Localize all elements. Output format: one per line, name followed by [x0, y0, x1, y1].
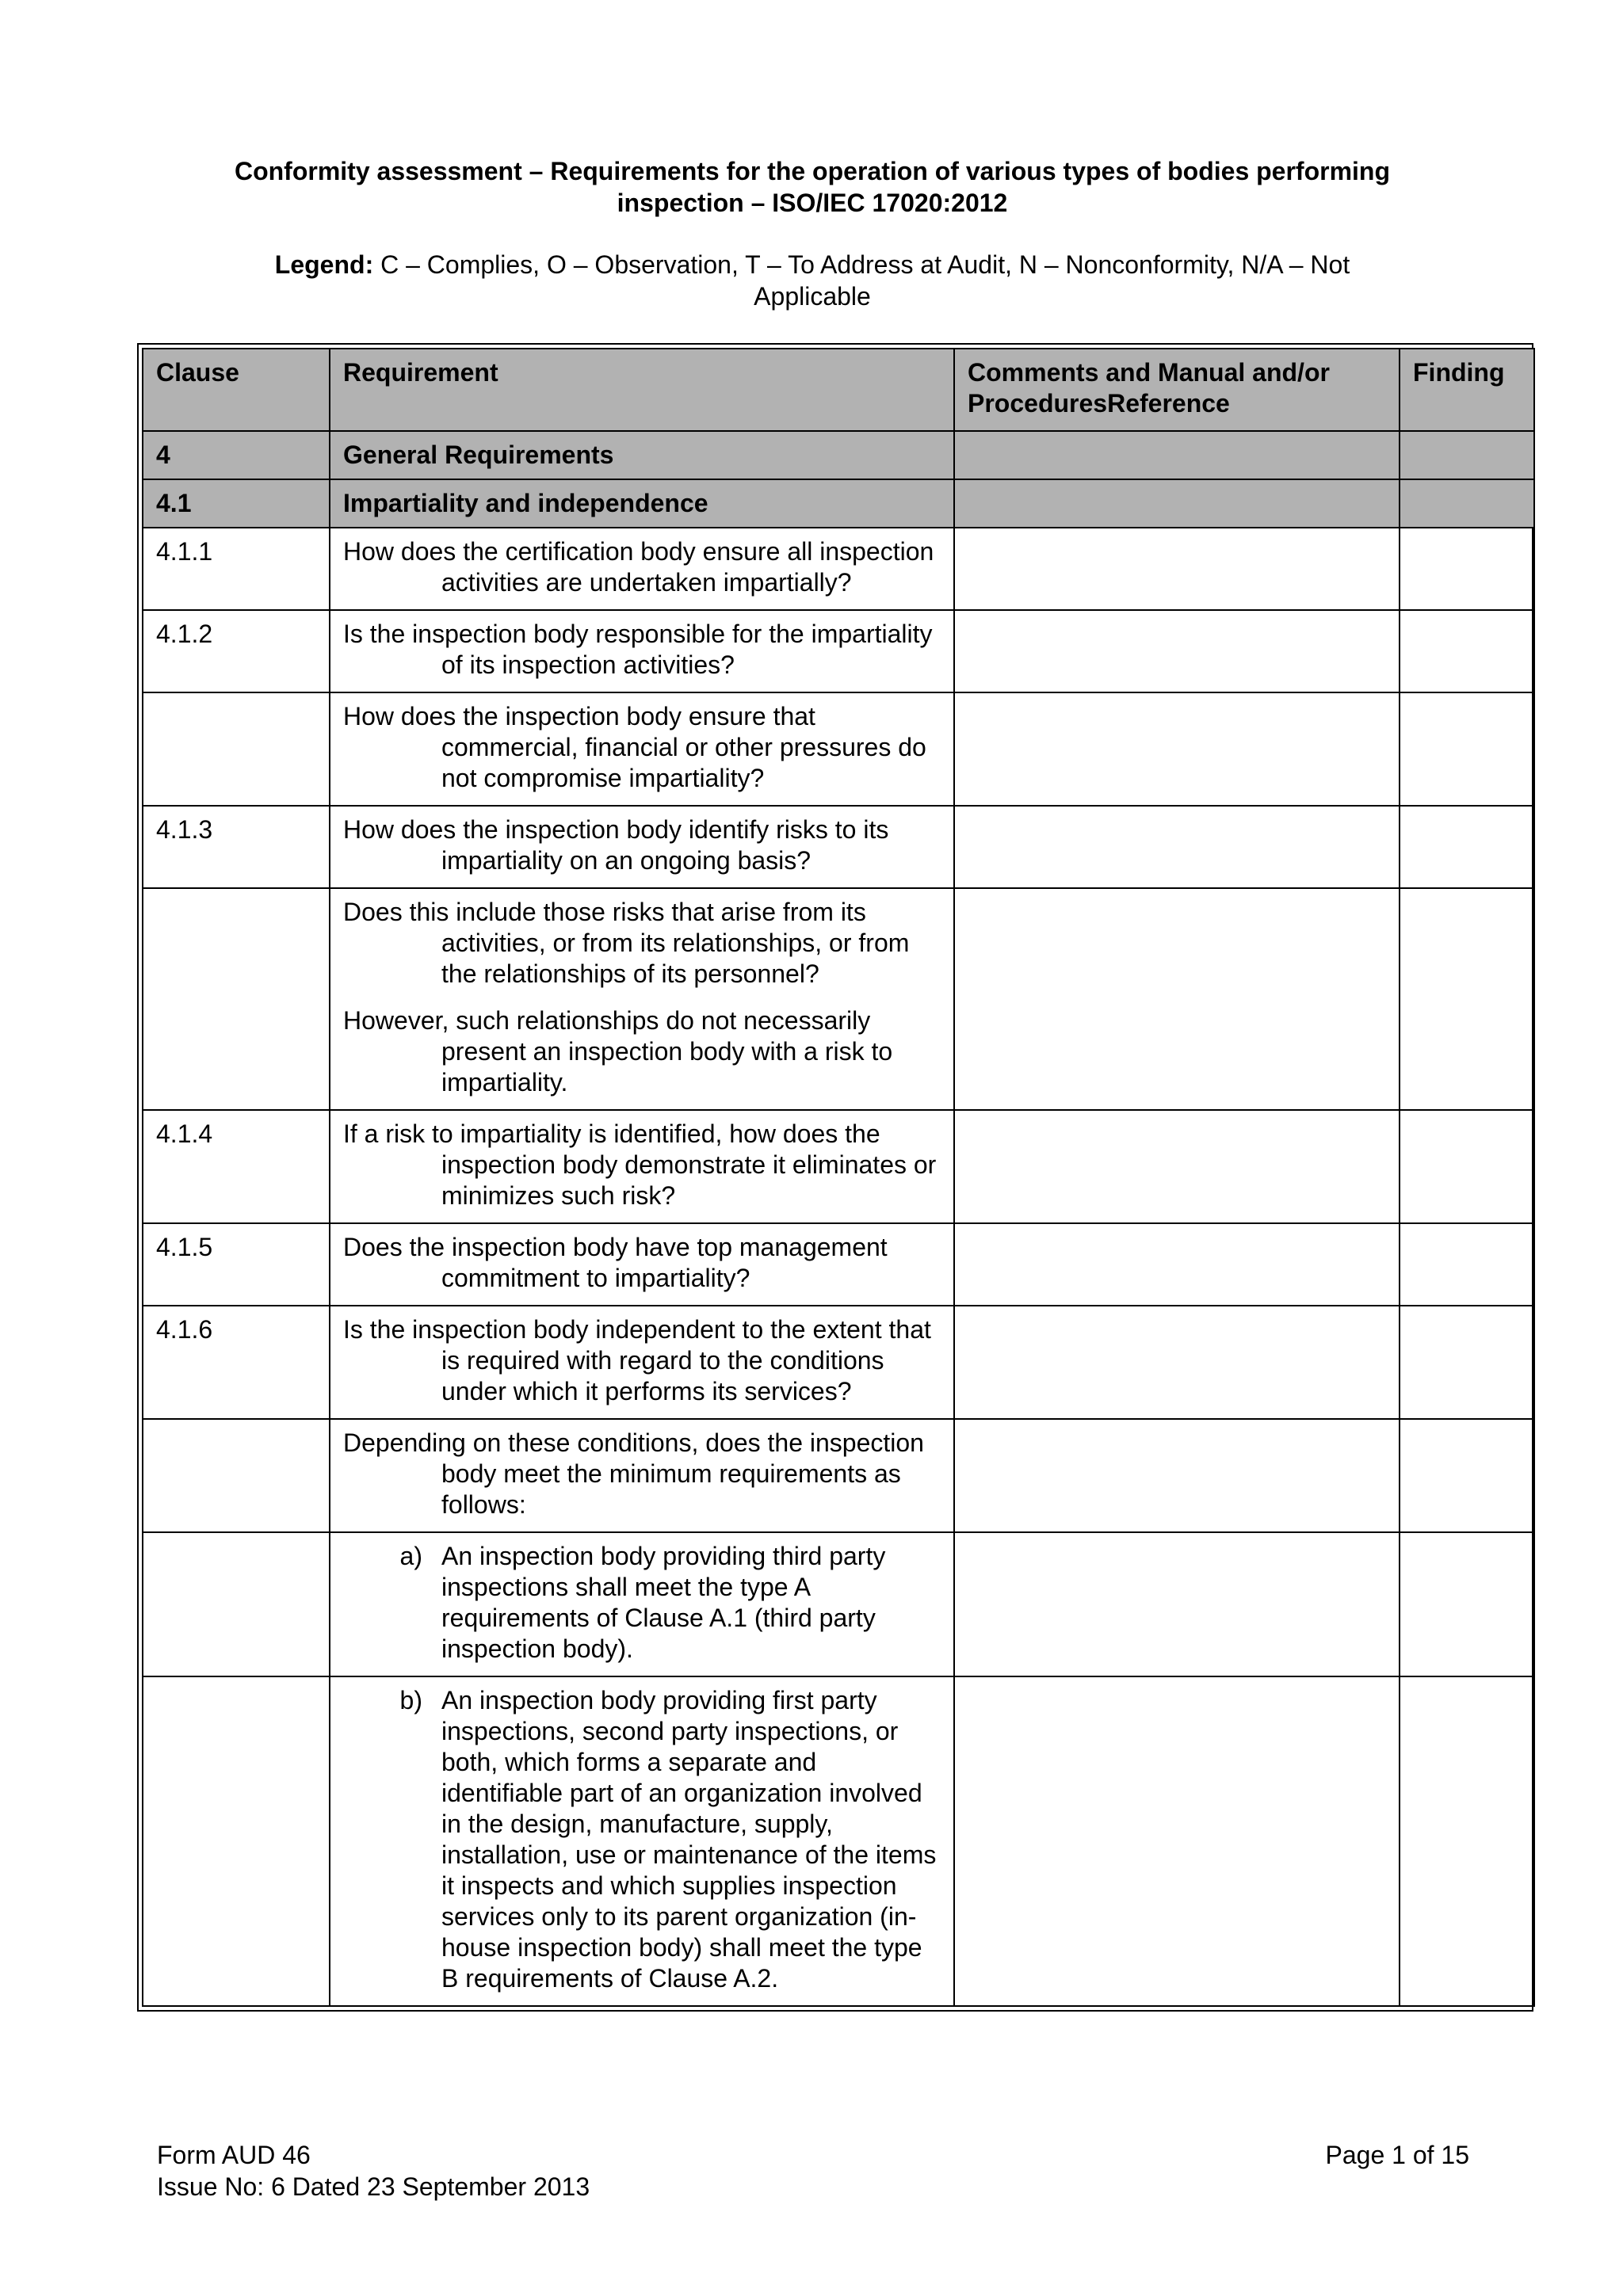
clause-cell: 4.1.4: [143, 1110, 330, 1223]
footer-left: [157, 2139, 590, 2203]
finding-cell[interactable]: [1400, 1419, 1534, 1532]
list-marker: b): [399, 1686, 422, 1714]
comments-cell[interactable]: [954, 1110, 1400, 1223]
table-row: [143, 610, 1534, 692]
comments-cell[interactable]: [954, 806, 1400, 888]
legend: [143, 249, 1482, 312]
legend-text-cont: Applicable: [754, 282, 871, 311]
requirement-cell: How does the certification body ensure all inspection activities are undertaken impartially?: [330, 528, 954, 610]
list-marker: a): [399, 1542, 422, 1570]
header-clause: Clause: [143, 349, 330, 431]
clause-cell: [143, 692, 330, 806]
header-finding: Finding: [1400, 349, 1534, 431]
table-row: [143, 528, 1534, 610]
clause-cell: [143, 1419, 330, 1532]
finding-cell[interactable]: [1400, 1223, 1534, 1306]
clause-cell: 4: [143, 431, 330, 479]
header-comments: Comments and Manual and/or ProceduresReference: [954, 349, 1400, 431]
section-row: [143, 431, 1534, 479]
finding-cell[interactable]: [1400, 1676, 1534, 2006]
page-number: Page 1 of 15: [1325, 2141, 1469, 2169]
finding-cell[interactable]: [1400, 528, 1534, 610]
requirement-cell: Does this include those risks that arise from its activities, or from its relationships, or from the relationships of its personnel? However, such relationships do not necessarily present an inspection body with a risk to impartiality.: [330, 888, 954, 1110]
table-row: [143, 1306, 1534, 1419]
finding-cell[interactable]: [1400, 692, 1534, 806]
clause-cell: 4.1.1: [143, 528, 330, 610]
comments-cell[interactable]: [954, 1676, 1400, 2006]
section-row: [143, 479, 1534, 528]
list-item: [343, 1541, 941, 1665]
title-line-1: Conformity assessment – Requirements for the operation of various types of bodies performing: [234, 157, 1391, 185]
comments-cell[interactable]: [954, 1306, 1400, 1419]
clause-cell: [143, 1676, 330, 2006]
clause-cell: 4.1.2: [143, 610, 330, 692]
requirement-cell: How does the inspection body identify risks to its impartiality on an ongoing basis?: [330, 806, 954, 888]
requirement-cell: How does the inspection body ensure that commercial, financial or other pressures do not compromise impartiality?: [330, 692, 954, 806]
issue-info: Issue No: 6 Dated 23 September 2013: [157, 2172, 590, 2201]
comments-cell[interactable]: [954, 479, 1400, 528]
finding-cell[interactable]: [1400, 806, 1534, 888]
requirement-cell: Impartiality and independence: [330, 479, 954, 528]
header-requirement: Requirement: [330, 349, 954, 431]
requirements-table: [142, 348, 1535, 2007]
table-row: [143, 806, 1534, 888]
requirement-cell: If a risk to impartiality is identified, how does the inspection body demonstrate it eliminates or minimizes such risk?: [330, 1110, 954, 1223]
comments-cell[interactable]: [954, 692, 1400, 806]
clause-cell: 4.1.5: [143, 1223, 330, 1306]
clause-cell: [143, 1532, 330, 1676]
legend-text: C – Complies, O – Observation, T – To Address at Audit, N – Nonconformity, N/A – Not: [373, 250, 1350, 279]
finding-cell[interactable]: [1400, 479, 1534, 528]
comments-cell[interactable]: [954, 431, 1400, 479]
finding-cell[interactable]: [1400, 1306, 1534, 1419]
clause-cell: [143, 888, 330, 1110]
finding-cell[interactable]: [1400, 1110, 1534, 1223]
comments-cell[interactable]: [954, 610, 1400, 692]
list-text: An inspection body providing third party inspections shall meet the type A requirements of Clause A.1 (third party inspection body).: [441, 1542, 886, 1663]
table-row: [143, 692, 1534, 806]
table-row: [143, 1419, 1534, 1532]
comments-cell[interactable]: [954, 1419, 1400, 1532]
requirement-cell: Is the inspection body responsible for the impartiality of its inspection activities?: [330, 610, 954, 692]
comments-cell[interactable]: [954, 1223, 1400, 1306]
table-row: [143, 1532, 1534, 1676]
table-header-row: [143, 349, 1534, 431]
table-row: [143, 888, 1534, 1110]
requirement-cell: Does the inspection body have top management commitment to impartiality?: [330, 1223, 954, 1306]
comments-cell[interactable]: [954, 888, 1400, 1110]
list-item: [343, 1685, 941, 1994]
requirements-table-frame: [137, 343, 1533, 2012]
requirement-cell: [330, 1676, 954, 2006]
title-line-2: inspection – ISO/IEC 17020:2012: [617, 189, 1008, 217]
clause-cell: 4.1.6: [143, 1306, 330, 1419]
legend-label: Legend:: [274, 250, 374, 279]
finding-cell[interactable]: [1400, 888, 1534, 1110]
requirement-cell: General Requirements: [330, 431, 954, 479]
finding-cell[interactable]: [1400, 1532, 1534, 1676]
table-row: [143, 1110, 1534, 1223]
document-title: [143, 155, 1482, 219]
clause-cell: 4.1.3: [143, 806, 330, 888]
requirement-cell: [330, 1532, 954, 1676]
comments-cell[interactable]: [954, 1532, 1400, 1676]
table-row: [143, 1676, 1534, 2006]
form-number: Form AUD 46: [157, 2141, 311, 2169]
requirement-cell: Depending on these conditions, does the inspection body meet the minimum requirements as follows:: [330, 1419, 954, 1532]
table-row: [143, 1223, 1534, 1306]
list-text: An inspection body providing first party inspections, second party inspections, or both, which forms a separate and identifiable part of an organization involved in the design, manufacture, supply, installation, use or maintenance of the items it inspects and which supplies inspection services only to its parent organization (in-house inspection body) shall meet the type B requirements of Clause A.2.: [441, 1686, 937, 1993]
finding-cell[interactable]: [1400, 610, 1534, 692]
comments-cell[interactable]: [954, 528, 1400, 610]
finding-cell[interactable]: [1400, 431, 1534, 479]
requirement-cell: Is the inspection body independent to the extent that is required with regard to the conditions under which it performs its services?: [330, 1306, 954, 1419]
clause-cell: 4.1: [143, 479, 330, 528]
